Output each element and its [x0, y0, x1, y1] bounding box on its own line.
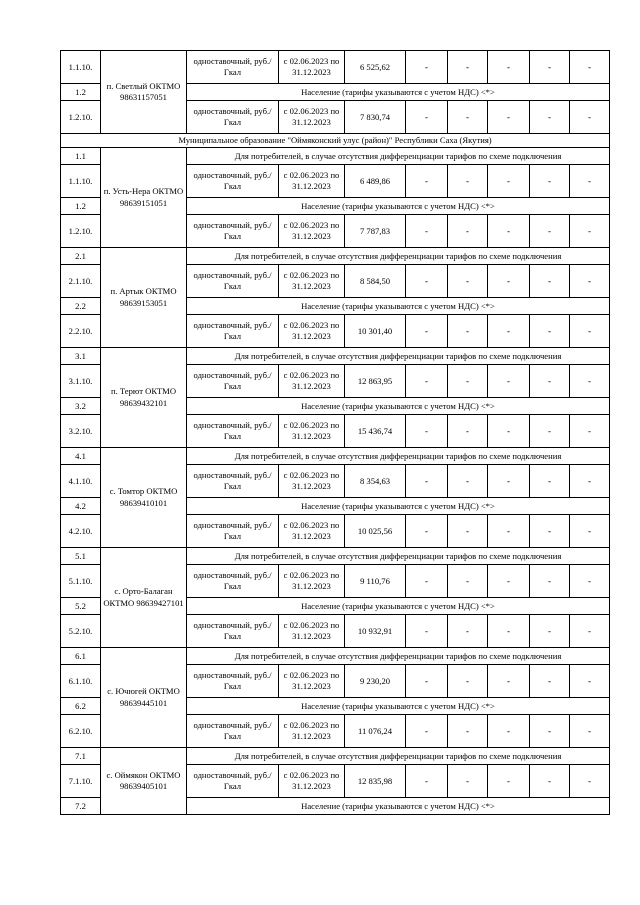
empty-cell: -	[488, 615, 530, 648]
tariff-period: с 02.06.2023 по 31.12.2023	[279, 715, 345, 748]
tariff-period: с 02.06.2023 по 31.12.2023	[279, 165, 345, 198]
tariff-value: 15 436,74	[345, 415, 406, 448]
empty-cell: -	[488, 565, 530, 598]
empty-cell: -	[488, 665, 530, 698]
empty-cell: -	[488, 165, 530, 198]
category-label: Для потребителей, в случае отсутствия дифференциации тарифов по схеме подключения	[187, 748, 610, 765]
empty-cell: -	[530, 51, 570, 84]
empty-cell: -	[406, 365, 448, 398]
empty-cell: -	[448, 315, 488, 348]
empty-cell: -	[448, 265, 488, 298]
empty-cell: -	[570, 665, 610, 698]
row-number: 3.2	[61, 398, 101, 415]
tariff-unit: одноставочный, руб./Гкал	[187, 715, 279, 748]
row-number: 6.1.10.	[61, 665, 101, 698]
tariff-period: с 02.06.2023 по 31.12.2023	[279, 101, 345, 134]
empty-cell: -	[570, 315, 610, 348]
empty-cell: -	[530, 165, 570, 198]
row-number: 2.2	[61, 298, 101, 315]
tariff-unit: одноставочный, руб./Гкал	[187, 215, 279, 248]
settlement-name: с. Ючюгей ОКТМО 98639445101	[101, 648, 187, 748]
empty-cell: -	[406, 265, 448, 298]
empty-cell: -	[570, 565, 610, 598]
category-label: Для потребителей, в случае отсутствия дифференциации тарифов по схеме подключения	[187, 548, 610, 565]
tariff-value: 6 525,62	[345, 51, 406, 84]
tariff-period: с 02.06.2023 по 31.12.2023	[279, 215, 345, 248]
empty-cell: -	[570, 465, 610, 498]
row-number: 3.1.10.	[61, 365, 101, 398]
settlement-name: п. Усть-Нера ОКТМО 98639151051	[101, 148, 187, 248]
category-label: Население (тарифы указываются с учетом НДС) <*>	[187, 598, 610, 615]
empty-cell: -	[530, 465, 570, 498]
empty-cell: -	[530, 515, 570, 548]
settlement-name: п. Терют ОКТМО 98639432101	[101, 348, 187, 448]
row-number: 7.1	[61, 748, 101, 765]
tariff-value: 11 076,24	[345, 715, 406, 748]
empty-cell: -	[488, 265, 530, 298]
tariff-value: 9 110,76	[345, 565, 406, 598]
tariff-unit: одноставочный, руб./Гкал	[187, 765, 279, 798]
empty-cell: -	[406, 515, 448, 548]
tariff-value: 7 830,74	[345, 101, 406, 134]
empty-cell: -	[488, 465, 530, 498]
empty-cell: -	[488, 51, 530, 84]
row-number: 2.1	[61, 248, 101, 265]
row-number: 1.2.10.	[61, 101, 101, 134]
municipality-title: Муниципальное образование "Оймяконский улус (район)" Республики Саха (Якутия)	[61, 134, 610, 148]
empty-cell: -	[570, 215, 610, 248]
category-row	[61, 548, 610, 565]
category-label: Население (тарифы указываются с учетом НДС) <*>	[187, 698, 610, 715]
empty-cell: -	[530, 765, 570, 798]
row-number: 1.2.10.	[61, 215, 101, 248]
empty-cell: -	[570, 265, 610, 298]
settlement-name: с. Оймякон ОКТМО 98639405101	[101, 748, 187, 815]
category-label: Для потребителей, в случае отсутствия дифференциации тарифов по схеме подключения	[187, 348, 610, 365]
empty-cell: -	[406, 665, 448, 698]
tariff-period: с 02.06.2023 по 31.12.2023	[279, 665, 345, 698]
row-number: 6.1	[61, 648, 101, 665]
settlement-name: с. Томтор ОКТМО 98639410101	[101, 448, 187, 548]
category-row	[61, 348, 610, 365]
tariff-value: 10 932,91	[345, 615, 406, 648]
row-number: 4.2	[61, 498, 101, 515]
empty-cell: -	[448, 215, 488, 248]
empty-cell: -	[448, 665, 488, 698]
empty-cell: -	[448, 51, 488, 84]
tariff-unit: одноставочный, руб./Гкал	[187, 51, 279, 84]
row-number: 2.1.10.	[61, 265, 101, 298]
tariff-value: 7 787,83	[345, 215, 406, 248]
tariff-period: с 02.06.2023 по 31.12.2023	[279, 615, 345, 648]
tariff-value: 12 835,98	[345, 765, 406, 798]
empty-cell: -	[488, 215, 530, 248]
tariff-value: 9 230,20	[345, 665, 406, 698]
category-row	[61, 148, 610, 165]
tariff-value: 6 489,86	[345, 165, 406, 198]
tariff-value: 10 301,40	[345, 315, 406, 348]
category-label: Население (тарифы указываются с учетом НДС) <*>	[187, 798, 610, 815]
empty-cell: -	[530, 615, 570, 648]
empty-cell: -	[448, 365, 488, 398]
tariff-unit: одноставочный, руб./Гкал	[187, 265, 279, 298]
empty-cell: -	[530, 265, 570, 298]
category-label: Население (тарифы указываются с учетом НДС) <*>	[187, 298, 610, 315]
empty-cell: -	[530, 315, 570, 348]
category-label: Население (тарифы указываются с учетом НДС) <*>	[187, 84, 610, 101]
empty-cell: -	[488, 101, 530, 134]
category-label: Для потребителей, в случае отсутствия дифференциации тарифов по схеме подключения	[187, 248, 610, 265]
category-label: Население (тарифы указываются с учетом НДС) <*>	[187, 198, 610, 215]
row-number: 7.1.10.	[61, 765, 101, 798]
empty-cell: -	[406, 51, 448, 84]
empty-cell: -	[570, 615, 610, 648]
tariff-unit: одноставочный, руб./Гкал	[187, 515, 279, 548]
tariff-period: с 02.06.2023 по 31.12.2023	[279, 765, 345, 798]
row-number: 3.1	[61, 348, 101, 365]
empty-cell: -	[448, 615, 488, 648]
tariff-value: 12 863,95	[345, 365, 406, 398]
empty-cell: -	[406, 315, 448, 348]
empty-cell: -	[448, 465, 488, 498]
tariff-unit: одноставочный, руб./Гкал	[187, 465, 279, 498]
empty-cell: -	[448, 715, 488, 748]
empty-cell: -	[488, 365, 530, 398]
empty-cell: -	[530, 365, 570, 398]
row-number: 7.2	[61, 798, 101, 815]
empty-cell: -	[406, 615, 448, 648]
empty-cell: -	[448, 765, 488, 798]
empty-cell: -	[448, 415, 488, 448]
empty-cell: -	[448, 101, 488, 134]
empty-cell: -	[488, 315, 530, 348]
empty-cell: -	[406, 165, 448, 198]
row-number: 2.2.10.	[61, 315, 101, 348]
empty-cell: -	[406, 565, 448, 598]
row-number: 1.1.10.	[61, 51, 101, 84]
category-row	[61, 648, 610, 665]
row-number: 6.2	[61, 698, 101, 715]
tariff-unit: одноставочный, руб./Гкал	[187, 665, 279, 698]
empty-cell: -	[530, 101, 570, 134]
category-label: Для потребителей, в случае отсутствия дифференциации тарифов по схеме подключения	[187, 148, 610, 165]
row-number: 3.2.10.	[61, 415, 101, 448]
empty-cell: -	[406, 715, 448, 748]
tariff-value: 10 025,56	[345, 515, 406, 548]
tariff-unit: одноставочный, руб./Гкал	[187, 165, 279, 198]
empty-cell: -	[570, 51, 610, 84]
empty-cell: -	[406, 215, 448, 248]
tariff-unit: одноставочный, руб./Гкал	[187, 415, 279, 448]
empty-cell: -	[406, 465, 448, 498]
empty-cell: -	[406, 765, 448, 798]
empty-cell: -	[448, 515, 488, 548]
empty-cell: -	[530, 665, 570, 698]
category-label: Население (тарифы указываются с учетом НДС) <*>	[187, 498, 610, 515]
empty-cell: -	[570, 765, 610, 798]
category-row	[61, 448, 610, 465]
tariff-table	[60, 50, 610, 815]
municipality-row	[61, 134, 610, 148]
tariff-period: с 02.06.2023 по 31.12.2023	[279, 51, 345, 84]
category-label: Для потребителей, в случае отсутствия дифференциации тарифов по схеме подключения	[187, 448, 610, 465]
tariff-row	[61, 51, 610, 84]
tariff-unit: одноставочный, руб./Гкал	[187, 615, 279, 648]
tariff-period: с 02.06.2023 по 31.12.2023	[279, 465, 345, 498]
tariff-period: с 02.06.2023 по 31.12.2023	[279, 565, 345, 598]
empty-cell: -	[530, 415, 570, 448]
empty-cell: -	[570, 365, 610, 398]
tariff-unit: одноставочный, руб./Гкал	[187, 565, 279, 598]
row-number: 1.1	[61, 148, 101, 165]
tariff-unit: одноставочный, руб./Гкал	[187, 101, 279, 134]
row-number: 4.2.10.	[61, 515, 101, 548]
tariff-value: 8 584,50	[345, 265, 406, 298]
empty-cell: -	[530, 565, 570, 598]
row-number: 5.2	[61, 598, 101, 615]
row-number: 5.2.10.	[61, 615, 101, 648]
category-row	[61, 248, 610, 265]
empty-cell: -	[488, 715, 530, 748]
category-label: Население (тарифы указываются с учетом НДС) <*>	[187, 398, 610, 415]
settlement-name: п. Светлый ОКТМО 98631157051	[101, 51, 187, 134]
category-row	[61, 748, 610, 765]
row-number: 6.2.10.	[61, 715, 101, 748]
tariff-value: 8 354,63	[345, 465, 406, 498]
empty-cell: -	[406, 101, 448, 134]
row-number: 5.1	[61, 548, 101, 565]
tariff-period: с 02.06.2023 по 31.12.2023	[279, 515, 345, 548]
empty-cell: -	[570, 165, 610, 198]
category-label: Для потребителей, в случае отсутствия дифференциации тарифов по схеме подключения	[187, 648, 610, 665]
empty-cell: -	[570, 101, 610, 134]
row-number: 5.1.10.	[61, 565, 101, 598]
tariff-unit: одноставочный, руб./Гкал	[187, 365, 279, 398]
row-number: 1.2	[61, 84, 101, 101]
row-number: 4.1	[61, 448, 101, 465]
empty-cell: -	[530, 215, 570, 248]
empty-cell: -	[570, 515, 610, 548]
tariff-period: с 02.06.2023 по 31.12.2023	[279, 365, 345, 398]
row-number: 1.1.10.	[61, 165, 101, 198]
row-number: 4.1.10.	[61, 465, 101, 498]
empty-cell: -	[570, 415, 610, 448]
empty-cell: -	[448, 565, 488, 598]
empty-cell: -	[406, 415, 448, 448]
row-number: 1.2	[61, 198, 101, 215]
tariff-period: с 02.06.2023 по 31.12.2023	[279, 265, 345, 298]
tariff-period: с 02.06.2023 по 31.12.2023	[279, 415, 345, 448]
empty-cell: -	[570, 715, 610, 748]
settlement-name: с. Орто-Балаган ОКТМО 98639427101	[101, 548, 187, 648]
empty-cell: -	[530, 715, 570, 748]
tariff-unit: одноставочный, руб./Гкал	[187, 315, 279, 348]
tariff-period: с 02.06.2023 по 31.12.2023	[279, 315, 345, 348]
empty-cell: -	[488, 765, 530, 798]
empty-cell: -	[488, 415, 530, 448]
empty-cell: -	[488, 515, 530, 548]
empty-cell: -	[448, 165, 488, 198]
settlement-name: п. Артык ОКТМО 98639153051	[101, 248, 187, 348]
